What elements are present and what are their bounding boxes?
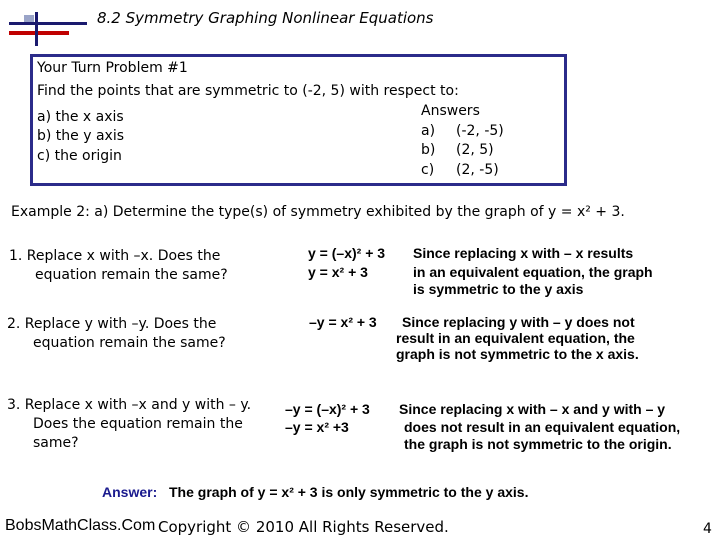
step1-eq2: y = x² + 3 bbox=[308, 264, 368, 280]
answer-letter-b: b) bbox=[421, 142, 436, 158]
step2-line1: 2. Replace y with –y. Does the bbox=[7, 316, 217, 332]
step1-note3: is symmetric to the y axis bbox=[413, 281, 584, 297]
step3-note3: the graph is not symmetric to the origin. bbox=[404, 436, 672, 452]
step1-note1: Since replacing x with – x results bbox=[413, 245, 634, 261]
step2-eq1: –y = x² + 3 bbox=[309, 314, 377, 330]
logo-bar-red bbox=[9, 31, 69, 35]
your-turn-item-c: c) the origin bbox=[37, 148, 122, 164]
step1-eq1: y = (–x)² + 3 bbox=[308, 245, 386, 261]
your-turn-heading: Your Turn Problem #1 bbox=[37, 60, 188, 76]
step3-note2: does not result in an equivalent equation, bbox=[404, 419, 681, 435]
logo-square bbox=[24, 15, 34, 22]
answer-text: The graph of y = x² + 3 is only symmetric to the y axis. bbox=[169, 484, 529, 500]
step3-line1: 3. Replace x with –x and y with – y. bbox=[7, 397, 252, 413]
step1-line2: equation remain the same? bbox=[35, 267, 228, 283]
step3-eq2: –y = x² +3 bbox=[285, 419, 349, 435]
your-turn-item-b: b) the y axis bbox=[37, 128, 125, 144]
answer-value-a: (-2, -5) bbox=[456, 123, 504, 139]
answer-label: Answer: bbox=[102, 484, 158, 500]
step3-line2: Does the equation remain the bbox=[33, 416, 243, 432]
logo-bar-blue bbox=[9, 22, 87, 25]
step1-line1: 1. Replace x with –x. Does the bbox=[9, 248, 221, 264]
example-statement: Example 2: a) Determine the type(s) of symmetry exhibited by the graph of y = x² + 3. bbox=[11, 204, 625, 220]
footer-site: BobsMathClass.Com bbox=[5, 517, 156, 534]
page-number: 4 bbox=[703, 521, 712, 537]
your-turn-prompt: Find the points that are symmetric to (-2, 5) with respect to: bbox=[37, 83, 459, 99]
page-title: 8.2 Symmetry Graphing Nonlinear Equations bbox=[97, 9, 434, 27]
step1-note2: in an equivalent equation, the graph bbox=[413, 264, 653, 280]
answer-letter-a: a) bbox=[421, 123, 436, 139]
answer-value-c: (2, -5) bbox=[456, 162, 499, 178]
logo-bar-vertical bbox=[35, 12, 38, 46]
your-turn-item-a: a) the x axis bbox=[37, 109, 124, 125]
step3-note1: Since replacing x with – x and y with – y bbox=[399, 401, 666, 417]
footer-copyright: Copyright © 2010 All Rights Reserved. bbox=[158, 518, 449, 536]
step2-note2: result in an equivalent equation, the bbox=[396, 330, 635, 346]
answer-letter-c: c) bbox=[421, 162, 435, 178]
step2-line2: equation remain the same? bbox=[33, 335, 226, 351]
step2-note3: graph is not symmetric to the x axis. bbox=[396, 346, 639, 362]
step2-note1: Since replacing y with – y does not bbox=[402, 314, 635, 330]
step3-eq1: –y = (–x)² + 3 bbox=[285, 401, 370, 417]
answers-label: Answers bbox=[421, 103, 480, 119]
step3-line3: same? bbox=[33, 435, 79, 451]
answer-value-b: (2, 5) bbox=[456, 142, 494, 158]
